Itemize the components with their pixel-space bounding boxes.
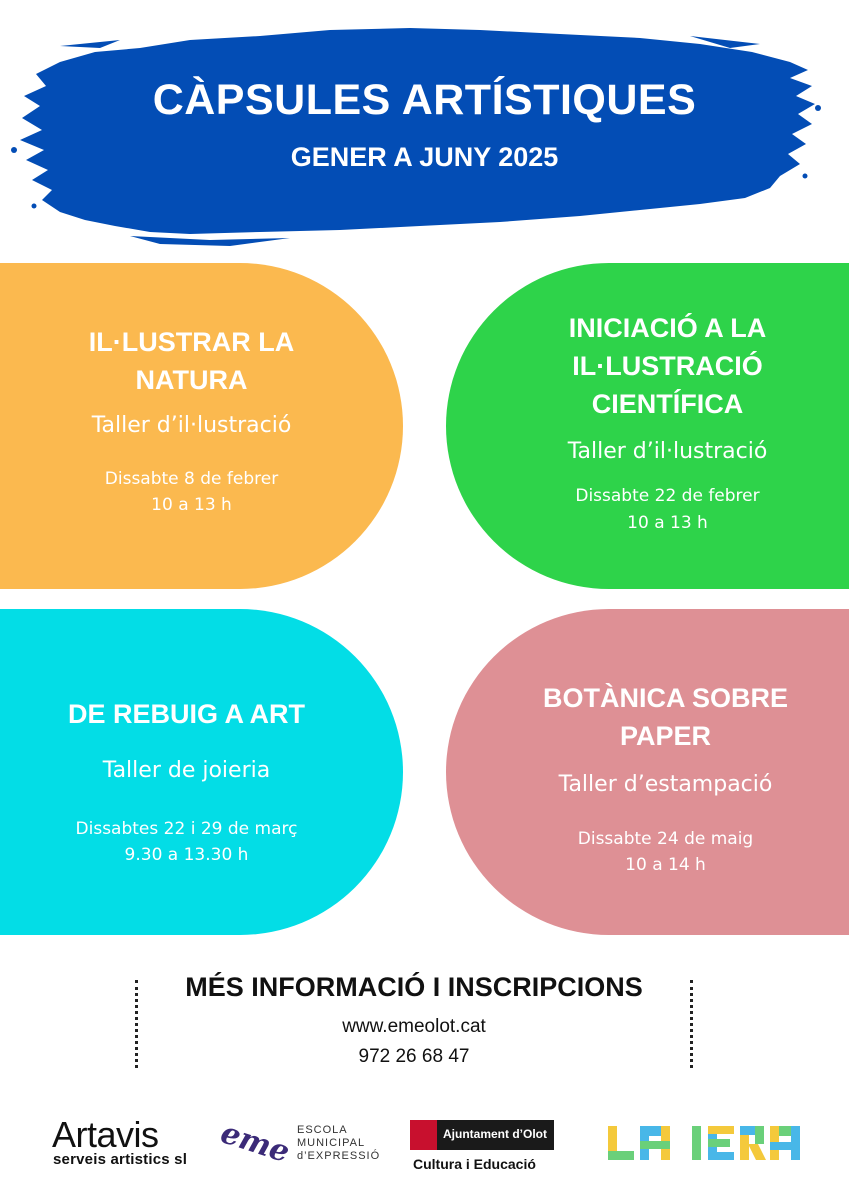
workshop-type: Taller d’il·lustració [91, 413, 292, 438]
page-title: CÀPSULES ARTÍSTIQUES [152, 76, 697, 124]
workshop-date: Dissabte 24 de maig [577, 829, 754, 849]
dotted-divider-left [135, 980, 138, 1068]
workshop-time: 10 a 13 h [151, 495, 232, 515]
dotted-divider-right [690, 980, 693, 1068]
workshop-title [0, 695, 403, 733]
workshop-date: Dissabte 8 de febrer [104, 469, 279, 489]
artavis-logo-subtitle: serveis artistics sl [53, 1151, 188, 1168]
eme-logo-line: d’EXPRESSIÓ [297, 1150, 381, 1162]
brush-stroke-shape [0, 0, 849, 260]
workshop-title-line: CIENTÍFICA [591, 389, 744, 419]
ajuntament-seal-icon [410, 1120, 437, 1150]
info-heading: MÉS INFORMACIÓ I INSCRIPCIONS [185, 972, 643, 1002]
workshop-title [486, 309, 849, 423]
workshop-title-line: DE REBUIG A ART [67, 699, 305, 729]
workshop-type: Taller de joieria [102, 758, 271, 783]
workshop-date: Dissabte 22 de febrer [575, 486, 760, 506]
workshop-title-line: IL·LUSTRACIÓ [572, 351, 763, 381]
workshop-card-botanica-paper [446, 609, 849, 935]
workshop-title-line: BOTÀNICA SOBRE [542, 683, 788, 713]
eme-logo-text [297, 1124, 380, 1163]
ajuntament-logo-name: Ajuntament d’Olot [443, 1127, 547, 1141]
workshop-title [0, 323, 403, 399]
artavis-logo-name: Artavis [52, 1114, 159, 1155]
website-link[interactable]: www.emeolot.cat [342, 1016, 486, 1037]
workshop-title-line: IL·LUSTRAR LA [88, 327, 295, 357]
page-subtitle: GENER A JUNY 2025 [290, 142, 559, 172]
la-iera-logo-icon [608, 1124, 802, 1164]
workshop-card-illustrar-natura [0, 263, 403, 589]
workshop-title-line: INICIACIÓ A LA [568, 313, 767, 343]
workshop-time: 9.30 a 13.30 h [124, 845, 249, 865]
workshop-time: 10 a 13 h [627, 513, 708, 533]
workshop-date: Dissabtes 22 i 29 de març [75, 819, 298, 839]
eme-logo-icon [216, 1112, 294, 1172]
eme-logo-mark: eme [216, 1115, 294, 1171]
phone-number[interactable]: 972 26 68 47 [358, 1046, 470, 1067]
workshop-time: 10 a 14 h [625, 855, 706, 875]
workshop-card-iniciacio-illustracio [446, 263, 849, 589]
workshop-type: Taller d’il·lustració [567, 439, 768, 464]
workshop-card-rebuig-art [0, 609, 403, 935]
workshop-title [482, 679, 849, 755]
workshop-title-line: NATURA [135, 365, 248, 395]
eme-logo-line: MUNICIPAL [297, 1137, 366, 1149]
workshop-title-line: PAPER [619, 721, 712, 751]
eme-logo-line: ESCOLA [297, 1124, 348, 1136]
ajuntament-logo-subtitle: Cultura i Educació [413, 1156, 536, 1172]
header-banner [0, 0, 849, 260]
workshop-type: Taller d’estampació [558, 772, 773, 797]
